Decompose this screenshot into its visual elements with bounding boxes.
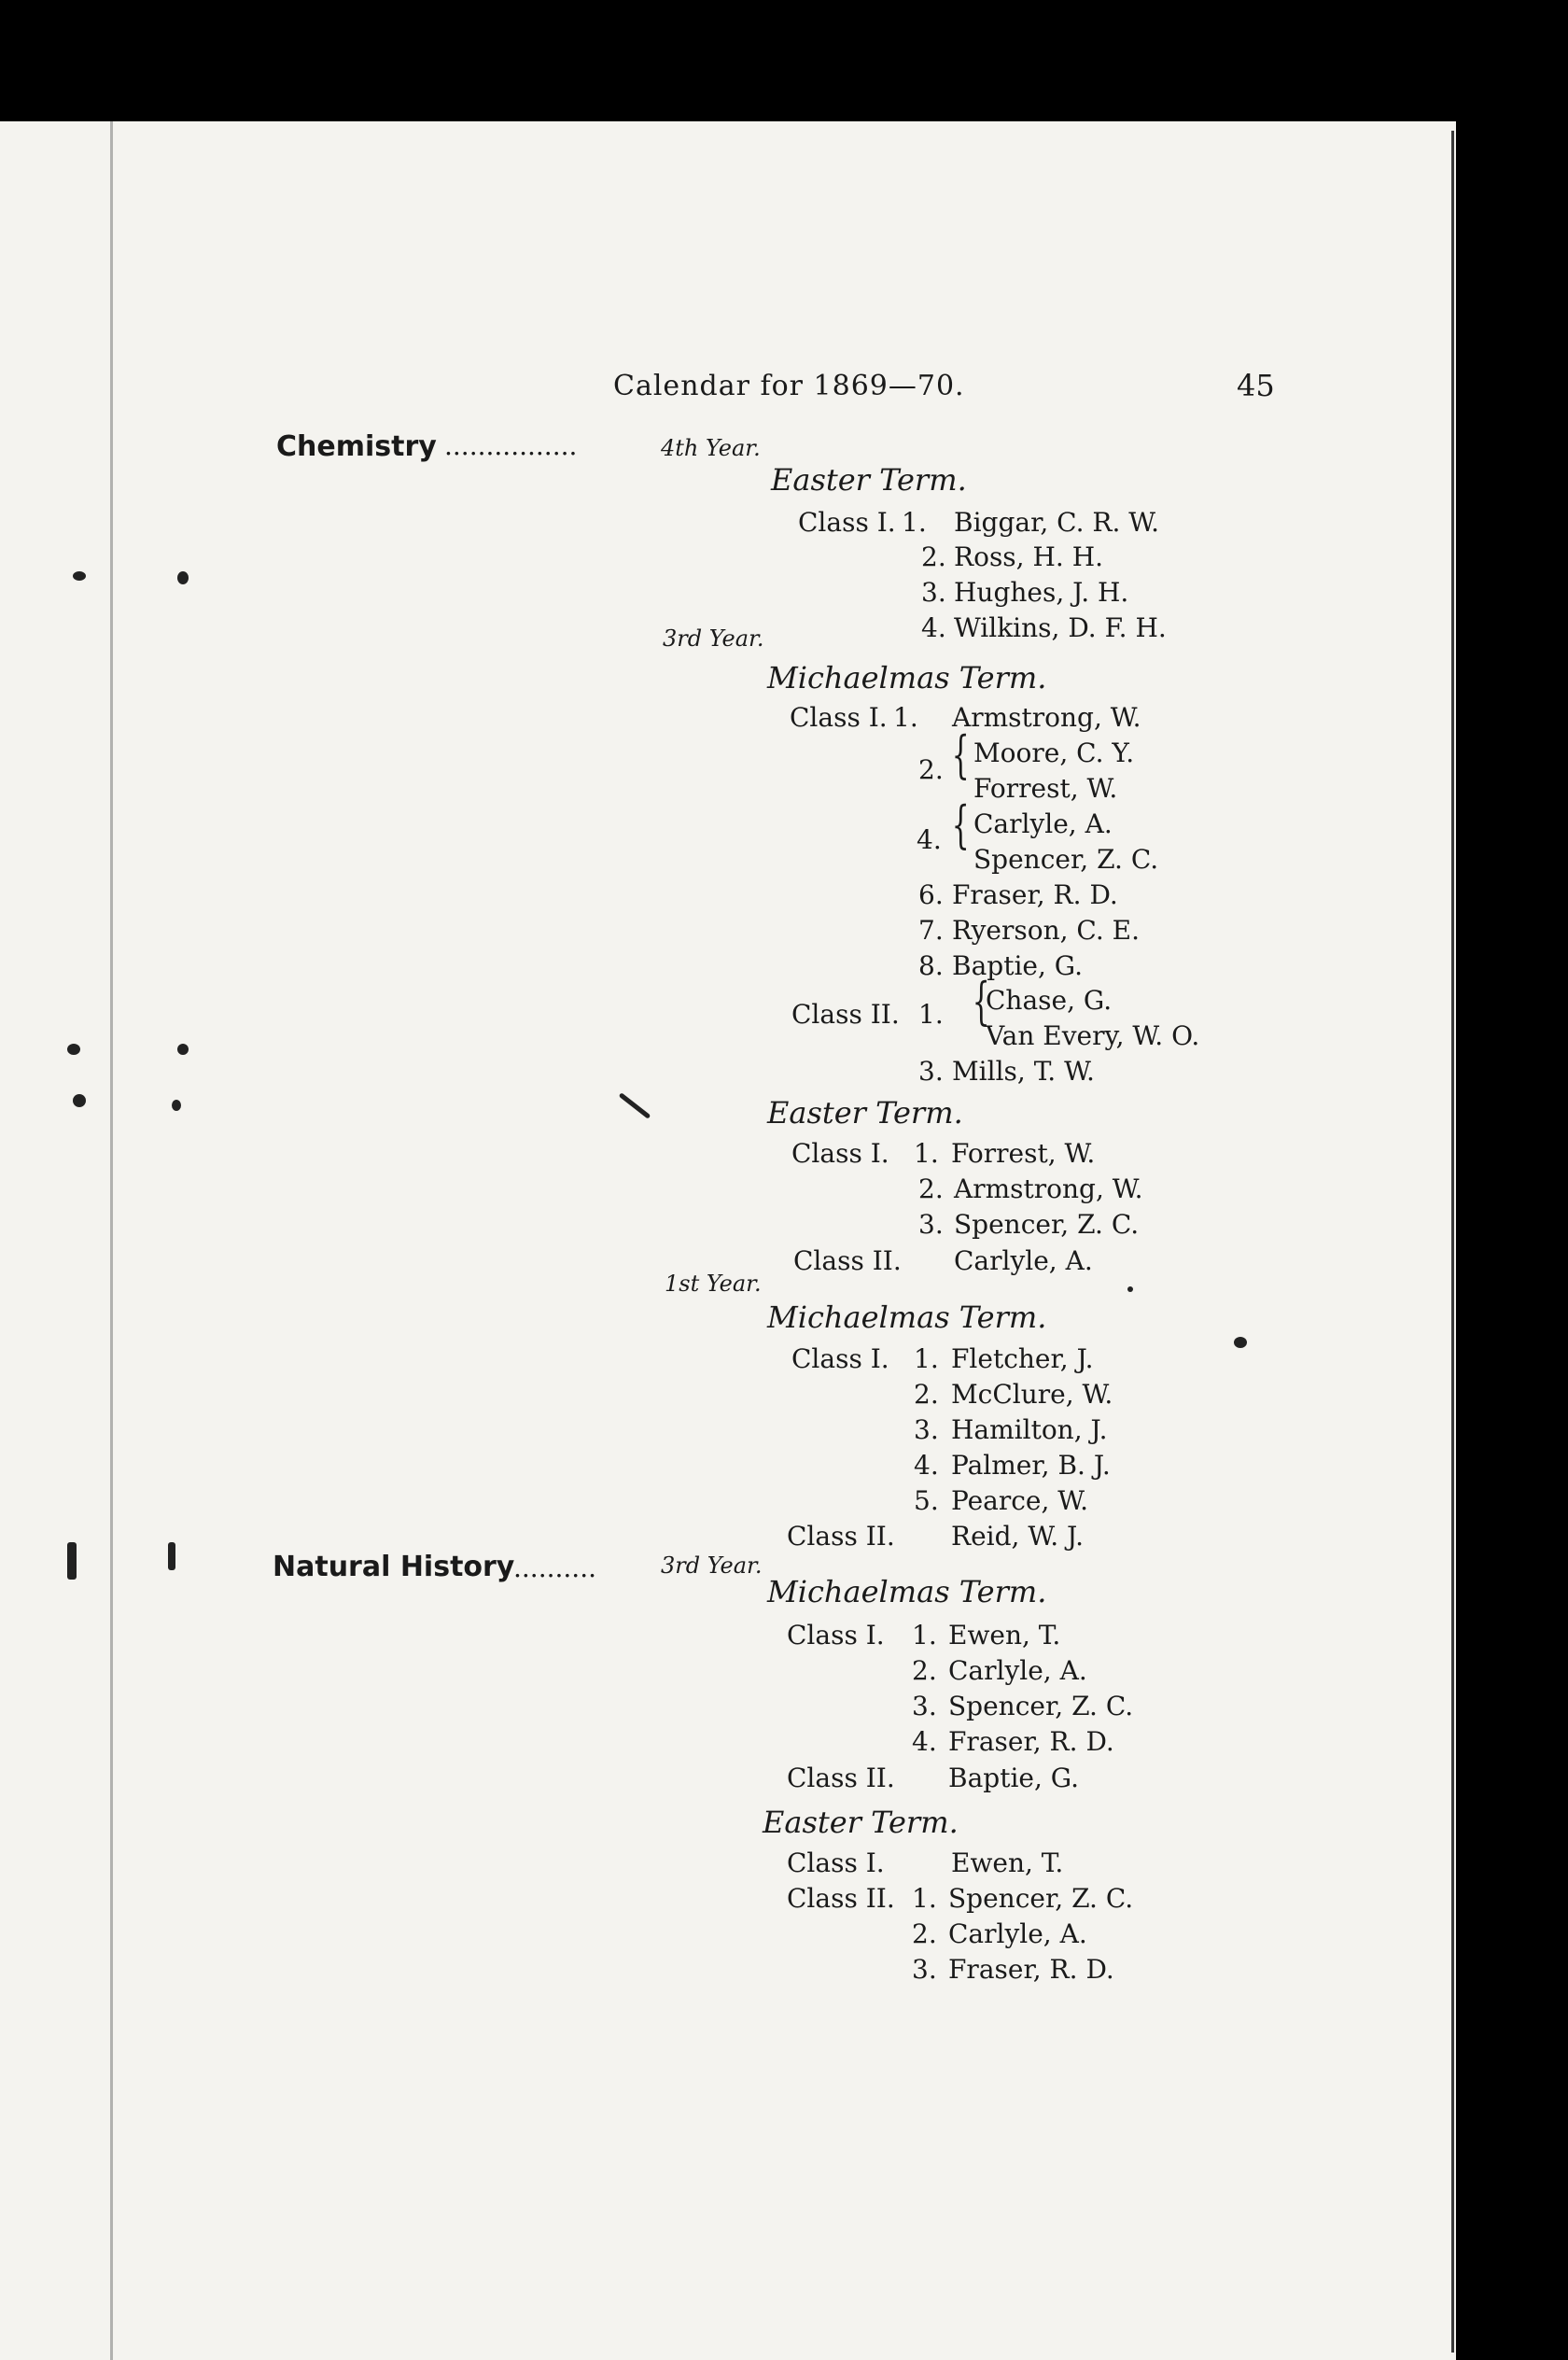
entry-number: 1.: [918, 999, 944, 1030]
student-name: Chase, G.: [986, 985, 1113, 1016]
term-heading: Michaelmas Term.: [767, 1299, 1047, 1335]
dot-leader: ..........: [513, 1552, 597, 1583]
student-name: Pearce, W.: [951, 1485, 1089, 1516]
scan-speck: [1127, 1286, 1133, 1292]
student-name: Biggar, C. R. W.: [954, 507, 1160, 538]
student-name: Baptie, G.: [948, 1763, 1080, 1793]
entry-number: 1.: [912, 1883, 937, 1914]
student-name: Spencer, Z. C.: [954, 1209, 1140, 1240]
student-name: McClure, W.: [951, 1379, 1113, 1410]
subject-heading-natural-history: Natural History: [273, 1551, 515, 1583]
class-label: Class I.: [798, 507, 896, 538]
class-label: Class I.: [791, 1138, 889, 1169]
scan-speck: [67, 1542, 77, 1580]
entry-number: 2.: [914, 1379, 939, 1410]
entry-number: 2.: [921, 541, 946, 572]
scan-speck: [73, 1094, 86, 1107]
entry-number: 3.: [914, 1414, 939, 1445]
tie-brace: {: [972, 972, 990, 1031]
entry-number: 3.: [918, 1056, 944, 1087]
student-name: Wilkins, D. F. H.: [954, 612, 1167, 643]
term-heading: Easter Term.: [767, 1095, 963, 1131]
class-label: Class I.: [790, 702, 888, 733]
class-label: Class I.: [787, 1847, 885, 1878]
dot-leader: ................: [444, 430, 578, 461]
entry-number: 7.: [918, 915, 944, 946]
year-label: 4th Year.: [661, 435, 761, 461]
class-label: Class II.: [793, 1245, 902, 1276]
class-label: Class II.: [787, 1763, 895, 1793]
class-label: Class I.: [787, 1620, 885, 1651]
student-name: Carlyle, A.: [973, 808, 1113, 839]
entry-number: 2.: [912, 1655, 937, 1686]
student-name: Spencer, Z. C.: [973, 844, 1159, 875]
entry-number: 4.: [914, 1450, 939, 1481]
student-name: Reid, W. J.: [951, 1521, 1084, 1552]
year-label: 3rd Year.: [663, 625, 764, 652]
scan-speck: [177, 1044, 189, 1055]
student-name: Baptie, G.: [952, 950, 1084, 981]
student-name: Fraser, R. D.: [948, 1954, 1114, 1985]
scan-speck: [172, 1100, 181, 1111]
student-name: Carlyle, A.: [948, 1655, 1087, 1686]
student-name: Ross, H. H.: [954, 541, 1104, 572]
student-name: Spencer, Z. C.: [948, 1883, 1134, 1914]
student-name: Hughes, J. H.: [954, 577, 1129, 608]
student-name: Hamilton, J.: [951, 1414, 1108, 1445]
year-label: 3rd Year.: [661, 1552, 763, 1579]
scan-speck: [168, 1542, 175, 1570]
tie-brace: {: [951, 795, 970, 854]
tie-brace: {: [951, 725, 970, 784]
entry-number: 5.: [914, 1485, 939, 1516]
student-name: Fraser, R. D.: [952, 879, 1118, 910]
class-label: Class I.: [791, 1343, 889, 1374]
entry-number: 1.: [902, 507, 927, 538]
subject-heading-chemistry: Chemistry: [276, 430, 437, 463]
scan-speck: [67, 1044, 80, 1055]
entry-number: 3.: [912, 1691, 937, 1721]
entry-number: 4.: [921, 612, 946, 643]
page-number: 45: [1237, 368, 1275, 403]
class-label: Class II.: [787, 1521, 895, 1552]
scan-speck: [177, 571, 189, 584]
entry-number: 1.: [893, 702, 918, 733]
term-heading: Michaelmas Term.: [767, 1574, 1047, 1609]
page-edge: [1451, 131, 1454, 2353]
entry-number: 8.: [918, 950, 944, 981]
entry-number: 1.: [914, 1138, 939, 1169]
scan-speck: [1234, 1337, 1247, 1348]
entry-number: 3.: [918, 1209, 944, 1240]
student-name: Fraser, R. D.: [948, 1726, 1114, 1757]
entry-number: 2.: [918, 1173, 944, 1204]
student-name: Spencer, Z. C.: [948, 1691, 1134, 1721]
student-name: Armstrong, W.: [952, 702, 1141, 733]
student-name: Moore, C. Y.: [973, 738, 1135, 768]
student-name: Forrest, W.: [973, 773, 1118, 804]
student-name: Armstrong, W.: [954, 1173, 1143, 1204]
entry-number: 6.: [918, 879, 944, 910]
student-name: Ryerson, C. E.: [952, 915, 1140, 946]
term-heading: Easter Term.: [771, 462, 967, 498]
student-name: Mills, T. W.: [952, 1056, 1095, 1087]
student-name: Van Every, W. O.: [986, 1020, 1200, 1051]
entry-number: 3.: [921, 577, 946, 608]
entry-number: 2.: [912, 1918, 937, 1949]
student-name: Palmer, B. J.: [951, 1450, 1111, 1481]
student-name: Carlyle, A.: [954, 1245, 1093, 1276]
term-heading: Easter Term.: [763, 1805, 959, 1840]
student-name: Ewen, T.: [948, 1620, 1061, 1651]
student-name: Forrest, W.: [951, 1138, 1096, 1169]
entry-number: 1.: [914, 1343, 939, 1374]
student-name: Carlyle, A.: [948, 1918, 1087, 1949]
entry-number: 2.: [918, 754, 944, 785]
entry-number: 1.: [912, 1620, 937, 1651]
class-label: Class II.: [787, 1883, 895, 1914]
student-name: Ewen, T.: [951, 1847, 1064, 1878]
term-heading: Michaelmas Term.: [767, 660, 1047, 695]
entry-number: 4.: [917, 824, 942, 855]
entry-number: 4.: [912, 1726, 937, 1757]
class-label: Class II.: [791, 999, 900, 1030]
scan-speck: [73, 571, 86, 581]
entry-number: 3.: [912, 1954, 937, 1985]
student-name: Fletcher, J.: [951, 1343, 1094, 1374]
running-header: Calendar for 1869—70.: [613, 370, 965, 402]
year-label: 1st Year.: [665, 1271, 762, 1297]
